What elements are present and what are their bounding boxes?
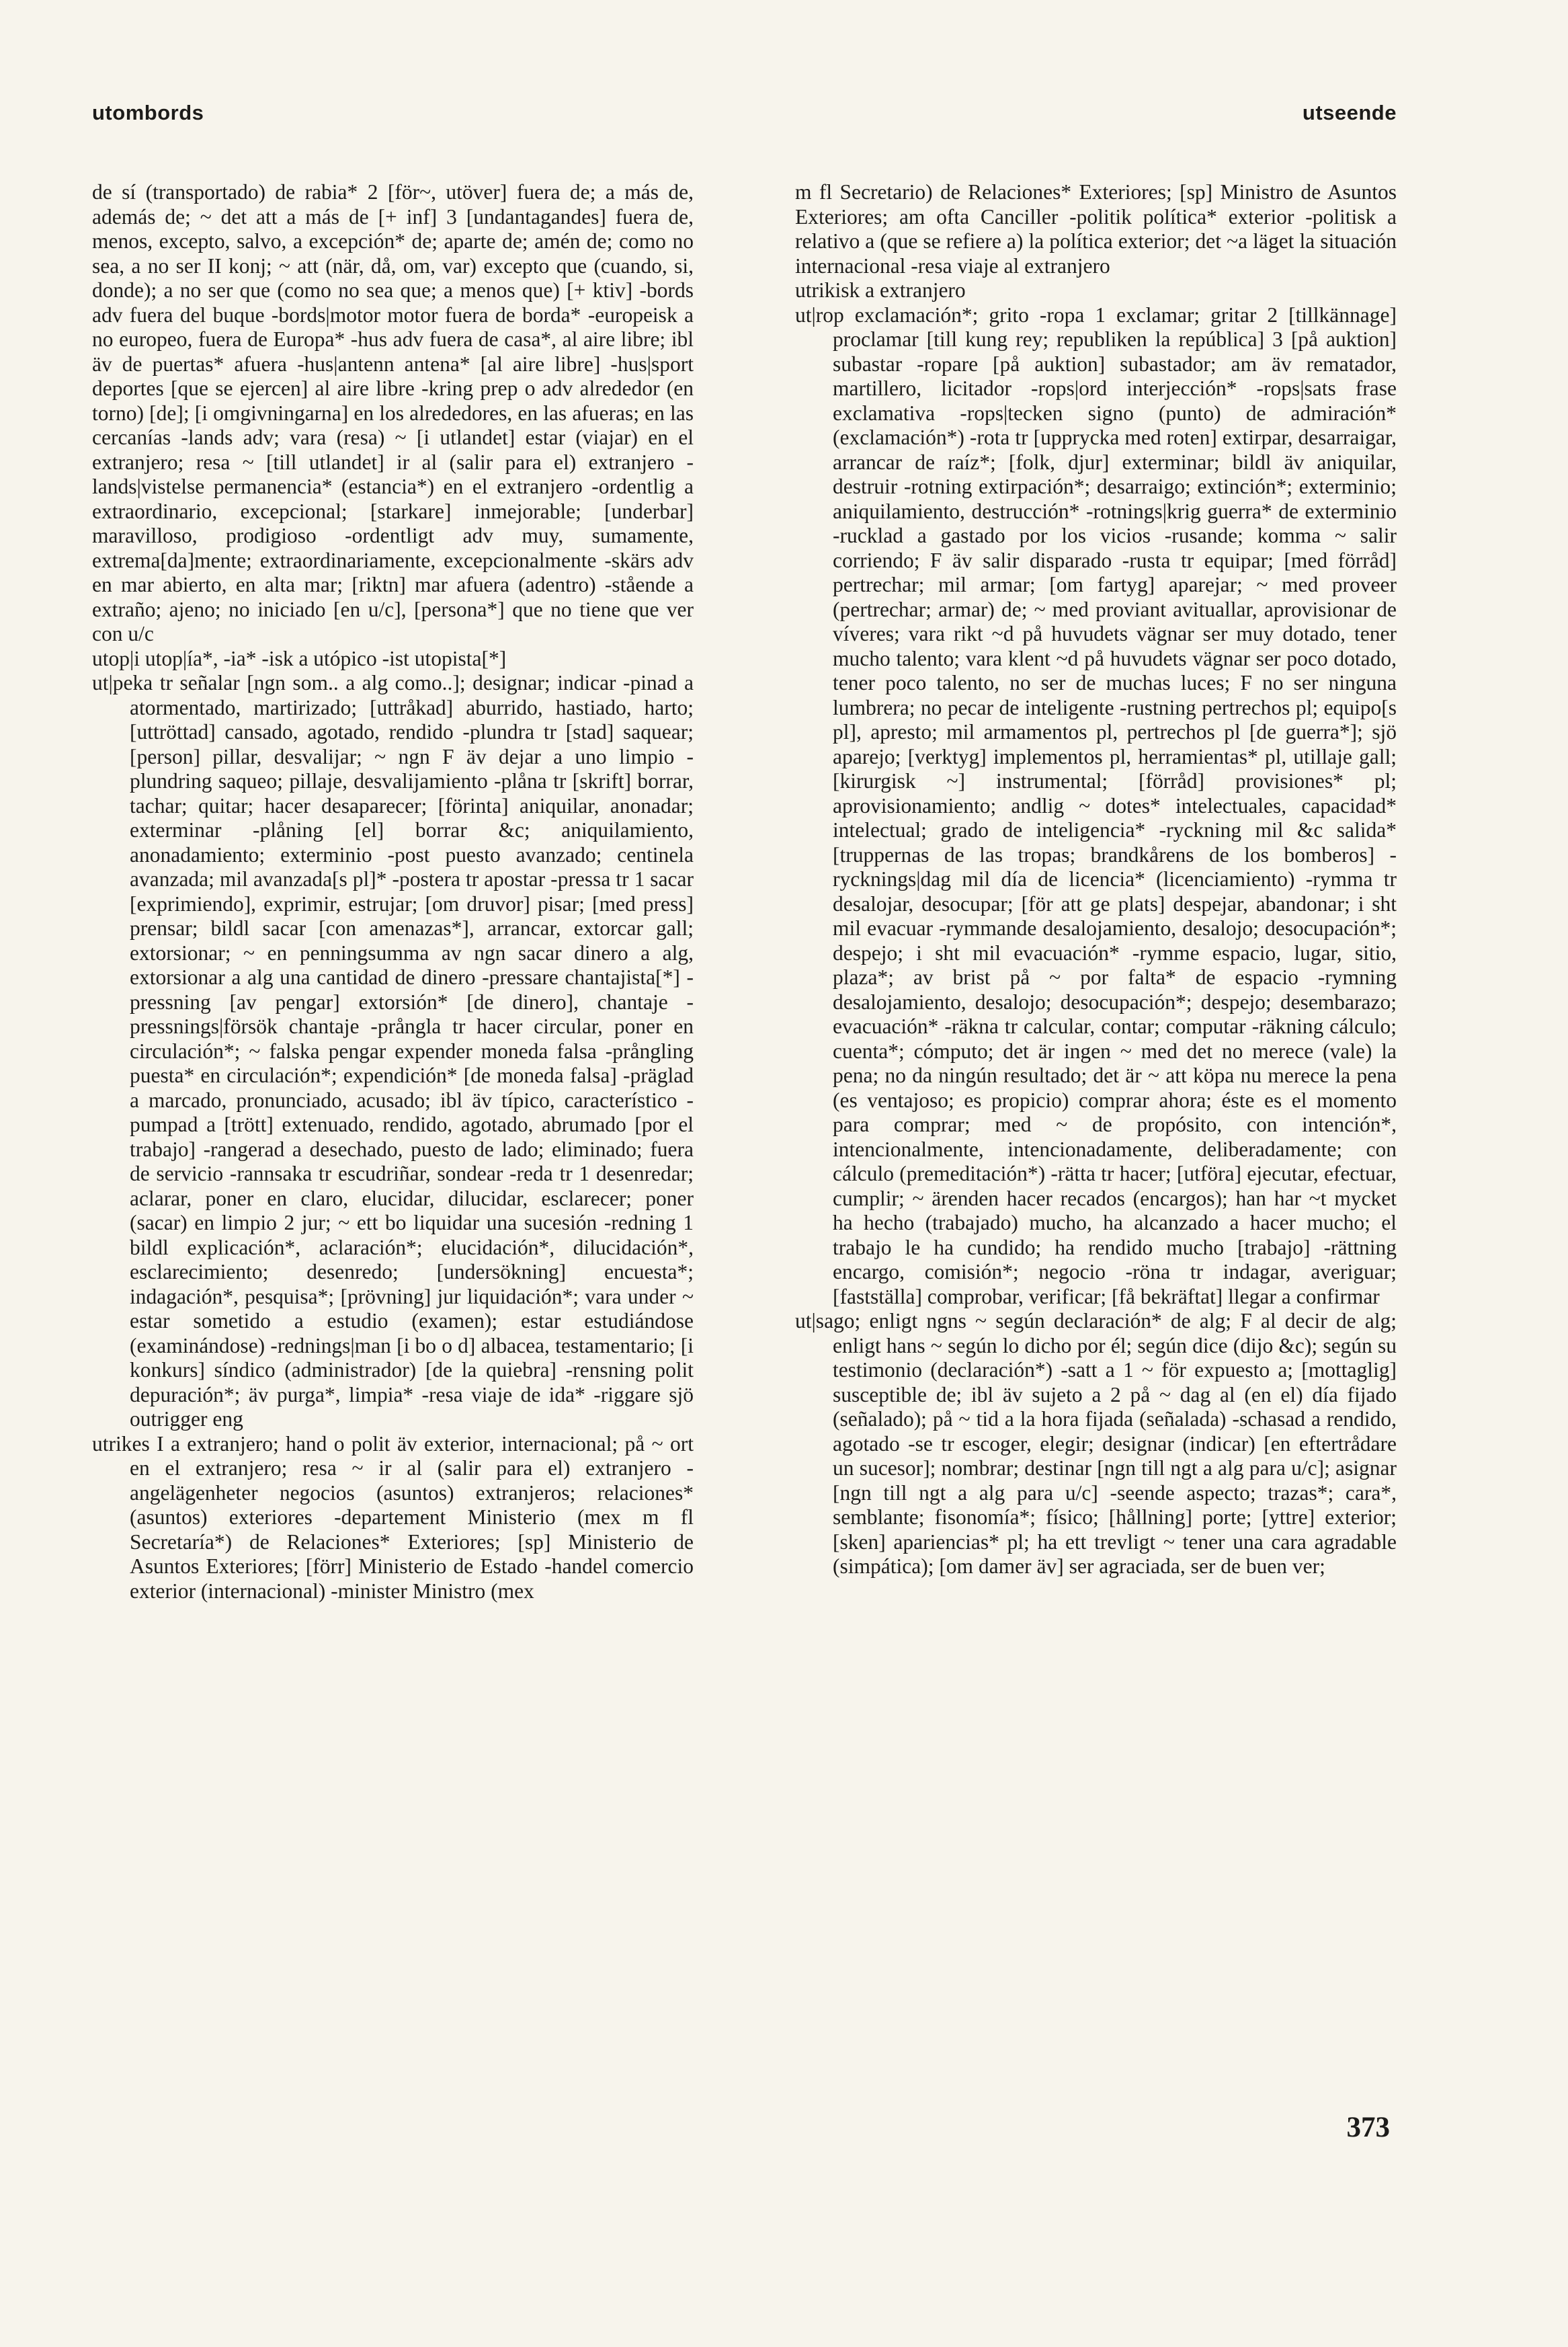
page-number: 373: [1346, 2112, 1390, 2143]
dictionary-entry: m fl Secretario) de Relaciones* Exteriores; [sp] Ministro de Asuntos Exteriores; am ofta Canciller -politik política* exterior -politisk a relativo a (que se refiere a) la política exterior; det ~a läget la situación internacional -resa viaje al extranjero: [795, 180, 1397, 278]
dictionary-entry: ut|sago; enligt ngns ~ según declaración* de alg; F al decir de alg; enligt hans ~ según lo dicho por él; según dice (dijo &c); según su testimonio (declaración*) -satt a 1 ~ för expuesto a; [mottaglig] susceptible de; ibl äv sujeto a 2 på ~ dag al (en el) día fijado (señalado); på ~ tid a la hora fijada (señalada) -schasad a rendido, agotado -se tr escoger, elegir; designar (indicar) [en eftertrådare un sucesor]; nombrar; destinar [ngn till ngt a alg para u/c]; asignar [ngn till ngt a alg para u/c] -seende aspecto; trazas*; cara*, semblante; fisonomía*; físico; [hållning] porte; [yttre] exterior; [sken] apariencias* pl; ha ett trevligt ~ tener una cara agradable (simpática); [om damer äv] ser agraciada, ser de buen ver;: [795, 1309, 1397, 1578]
dictionary-entry: de sí (transportado) de rabia* 2 [för~, utöver] fuera de; a más de, además de; ~ det att a más de [+ inf] 3 [undantagandes] fuera de, menos, excepto, salvo, a excepción* de; aparte de; amén de; como no sea, a no ser II konj; ~ att (när, då, om, var) excepto que (cuando, si, donde); a no ser que (como no sea que; a menos que) [+ ktiv] -bords adv fuera del buque -bords|motor motor fuera de borda* -europeisk a no europeo, fuera de Europa* -hus adv fuera de casa*, al aire libre; ibl äv de puertas* afuera -hus|antenn antena* [al aire libre] -hus|sport deportes [que se ejercen] al aire libre -kring prep o adv alrededor (en torno) [de]; [i omgivningarna] en los alrededores, en las afueras; en las cercanías -lands adv; vara (resa) ~ [i utlandet] estar (viajar) en el extranjero; resa ~ [till utlandet] ir al (salir para el) extranjero -lands|vistelse permanencia* (estancia*) en el extranjero -ordentlig a extraordinario, excepcional; [starkare] inmejorable; [underbar] maravilloso, prodigioso -ordentligt adv muy, sumamente, extrema[da]mente; extraordinariamente, excepcionalmente -skärs adv en mar abierto, en alta mar; [riktn] mar afuera (adentro) -stående a extraño; ajeno; no iniciado [en u/c], [persona*] que no tiene que ver con u/c: [92, 180, 694, 645]
dictionary-entry: utop|i utop|ía*, -ia* -isk a utópico -ist utopista[*]: [92, 646, 507, 670]
running-head-left: utombords: [92, 101, 204, 124]
right-column: [795, 180, 1397, 1579]
dictionary-entry: ut|peka tr señalar [ngn som.. a alg como..]; designar; indicar -pinad a atormentado, martirizado; [uttråkad] aburrido, hastiado, harto; [uttröttad] cansado, agotado, rendido -plundra tr [stad] saquear; [person] pillar, desvalijar; ~ ngn F äv dejar a uno limpio -plundring saqueo; pillaje, desvalijamiento -plåna tr [skrift] borrar, tachar; quitar; hacer desaparecer; [förinta] aniquilar, anonadar; exterminar -plåning [el] borrar &c; aniquilamiento, anonadamiento; exterminio -post puesto avanzado; centinela avanzada; mil avanzada[s pl]* -postera tr apostar -pressa tr 1 sacar [exprimiendo], exprimir, estrujar; [om druvor] pisar; [med press] prensar; bildl sacar [con amenazas*], arrancar, extorcar gall; extorsionar; ~ en penningsumma av ngn sacar dinero a alg, extorsionar a alg una cantidad de dinero -pressare chantajista[*] -pressning [av pengar] extorsión* [de dinero], chantaje -pressnings|försök chantaje -prångla tr hacer circular, poner en circulación*; ~ falska pengar expender moneda falsa -prångling puesta* en circulación*; expendición* [de moneda falsa] -präglad a marcado, pronunciado, acusado; ibl äv típico, característico -pumpad a [trött] extenuado, rendido, agotado, abrumado [por el trabajo] -rangerad a desechado, puesto de lado; eliminado; fuera de servicio -rannsaka tr escudriñar, sondear -reda tr 1 desenredar; aclarar, poner en claro, elucidar, dilucidar, esclarecer; poner (sacar) en limpio 2 jur; ~ ett bo liquidar una sucesión -redning 1 bildl explicación*, aclaración*; elucidación*, dilucidación*, esclarecimiento; desenredo; [undersökning] encuesta*; indagación*, pesquisa*; [prövning] jur liquidación*; vara under ~ estar sometido a estudio (examen); estar estudiándose (examinándose) -rednings|man [i bo o d] albacea, testamentario; [i konkurs] síndico (administrador) [de la quiebra] -rensning polit depuración*; äv purga*, limpia* -resa viaje de ida* -riggare sjö outrigger eng: [92, 671, 694, 1431]
dictionary-entry: utrikes I a extranjero; hand o polit äv exterior, internacional; på ~ ort en el extranjero; resa ~ ir al (salir para el) extranjero -angelägenheter negocios (asuntos) extranjeros; relaciones* (asuntos) exteriores -departement Ministerio (mex m fl Secretaría*) de Relaciones* Exteriores; [sp] Ministerio de Asuntos Exteriores; [förr] Ministerio de Estado -handel comercio exterior (internacional) -minister Ministro (mex: [92, 1431, 694, 1603]
dictionary-entry: utrikisk a extranjero: [795, 278, 966, 302]
left-column: [92, 180, 694, 1603]
dictionary-entry: ut|rop exclamación*; grito -ropa 1 exclamar; gritar 2 [tillkännage] proclamar [till kung rey; republiken la república] 3 [på auktion] subastar -ropare [på auktion] subastador; am äv rematador, martillero, licitador -rops|ord interjección* -rops|sats frase exclamativa -rops|tecken signo (punto) de admiración* (exclamación*) -rota tr [upprycka med roten] extirpar, desarraigar, arrancar de raíz*; [folk, djur] exterminar; bildl äv aniquilar, destruir -rotning extirpación*; desarraigo; extinción*; exterminio; aniquilamiento, destrucción* -rotnings|krig guerra* de exterminio -rucklad a gastado por los vicios -rusande; komma ~ salir corriendo; F äv salir disparado -rusta tr equipar; [med förråd] pertrechar; mil armar; [om fartyg] aparejar; ~ med proveer (pertrechar; armar) de; ~ med proviant avituallar, aprovisionar de víveres; vara rikt ~d på huvudets vägnar ser muy dotado, tener mucho talento; vara klent ~d på huvudets vägnar ser poco dotado, tener poco talento, no ser de muchas luces; F no ser ninguna lumbrera; no pecar de inteligente -rustning pertrechos pl; equipo[s pl], apresto; mil armamentos pl, pertrechos pl [de guerra*]; sjö aparejo; [verktyg] implementos pl, herramientas* pl, utillaje gall; [kirurgisk ~] instrumental; [förråd] provisiones* pl; aprovisionamiento; andlig ~ dotes* intelectuales, capacidad* intelectual; grado de inteligencia* -ryckning mil &c salida* [truppernas de las tropas; brandkårens de los bomberos] -rycknings|dag mil día de licencia* (licenciamiento) -rymma tr desalojar, desocupar; [för att ge plats] despejar, abandonar; i sht mil evacuar -rymmande desalojamiento, desalojo; desocupación*; despejo; i sht mil evacuación* -rymme espacio, lugar, sitio, plaza*; av brist på ~ por falta* de espacio -rymning desalojamiento, desalojo; desocupación*; despejo; desembarazo; evacuación* -räkna tr calcular, contar; computar -räkning cálculo; cuenta*; cómputo; det är ingen ~ med det no merece (vale) la pena; no da ningún resultado; det är ~ att köpa nu merece la pena (es ventajoso; es propicio) comprar ahora; éste es el momento para comprar; med ~ de propósito, con intención*, intencionalmente, intencionadamente, deliberadamente; con cálculo (premeditación*) -rätta tr hacer; [utföra] ejecutar, efectuar, cumplir; ~ ärenden hacer recados (encargos); han har ~t mycket ha hecho (trabajado) mucho, ha alcanzado a hacer mucho; el trabajo le ha cundido; ha rendido mucho [trabajo] -rättning encargo, comisión*; negocio -röna tr indagar, averiguar; [fastställa] comprobar, verificar; [få bekräftat] llegar a confirmar: [795, 303, 1397, 1308]
running-head-right: utseende: [1302, 101, 1397, 124]
